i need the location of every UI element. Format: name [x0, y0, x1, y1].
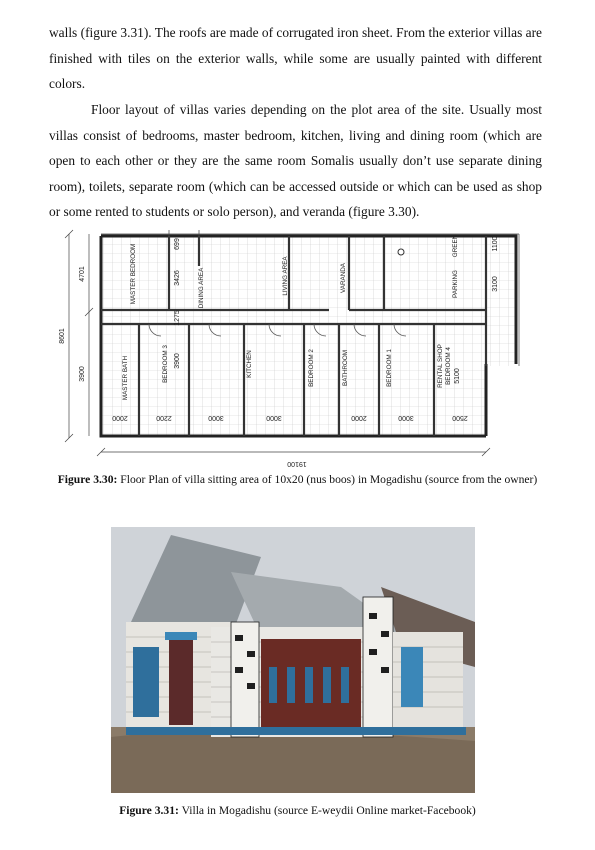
room-label: RENTAL SHOP: [437, 344, 444, 388]
room-label: MASTER BEDROOM: [130, 243, 137, 305]
room-label: GREEN: [452, 234, 459, 258]
body-paragraph-1: walls (figure 3.31). The roofs are made of corrugated iron sheet. From the exterior villas are finished with tiles on the exterior walls, while some are usually painted with different colors.: [49, 25, 542, 92]
dimension-label: 699: [174, 238, 181, 250]
dimension-label: 3900: [79, 366, 86, 382]
dimension-label: 3000: [266, 414, 282, 421]
room-label: BEDROOM 2: [308, 349, 315, 387]
caption-text: Floor Plan of villa sitting area of 10x20 (nus boos) in Mogadishu (source from the owner): [120, 473, 538, 486]
dimension-label: 8601: [59, 328, 66, 344]
room-label: LIVING AREA: [282, 256, 289, 296]
dimension-label: 19100: [287, 460, 307, 467]
dimension-label: 3426: [174, 270, 181, 286]
caption-label: Figure 3.30:: [57, 473, 118, 486]
room-label: BEDROOM 1: [386, 349, 393, 387]
column-marker: [398, 249, 404, 255]
room-label: BATHROOM: [342, 350, 349, 386]
dimension-label: 1275: [174, 310, 181, 326]
figure-caption-3-30: [40, 472, 555, 487]
dimension-label: 1100: [492, 236, 499, 252]
dimension-label: 3000: [398, 414, 414, 421]
dimension-label: 3100: [492, 276, 499, 292]
dimension-label: 2200: [156, 414, 172, 421]
room-label: BEDROOM 4: [445, 347, 452, 385]
room-label: DINING AREA: [198, 267, 205, 309]
dimension-label: 3900: [174, 353, 181, 369]
figure-caption-3-31: [40, 803, 555, 818]
dimension-label: 2000: [112, 414, 128, 421]
dimension-label: 5100: [454, 368, 461, 384]
caption-text: Villa in Mogadishu (source E-weydii Online market-Facebook): [181, 804, 476, 817]
caption-label: Figure 3.31:: [119, 804, 179, 817]
dimension-label: 4701: [79, 266, 86, 282]
villa-photo: [111, 527, 475, 793]
dimension-label: 2500: [452, 414, 468, 421]
floor-plan-drawing: [49, 226, 529, 468]
room-label: BEDROOM 3: [162, 345, 169, 383]
dimension-label: 2000: [351, 414, 367, 421]
body-paragraph-2: Floor layout of villas varies depending on the plot area of the site. Usually most villas consist of bedrooms, master bedroom, kitchen, living and dining room (which are open to each other or they are the same room Somalis usually don’t use separate dining room), toilets, separate room (which can be accessed outside or which can be used as shop or some rented to students or solo person), and veranda (figure 3.30).: [49, 102, 542, 220]
room-label: KITCHEN: [246, 350, 253, 378]
room-label: MASTER BATH: [122, 355, 129, 401]
room-label: VARANDA: [340, 263, 347, 293]
dimension-label: 3000: [208, 414, 224, 421]
room-label: PARKING: [452, 270, 459, 298]
